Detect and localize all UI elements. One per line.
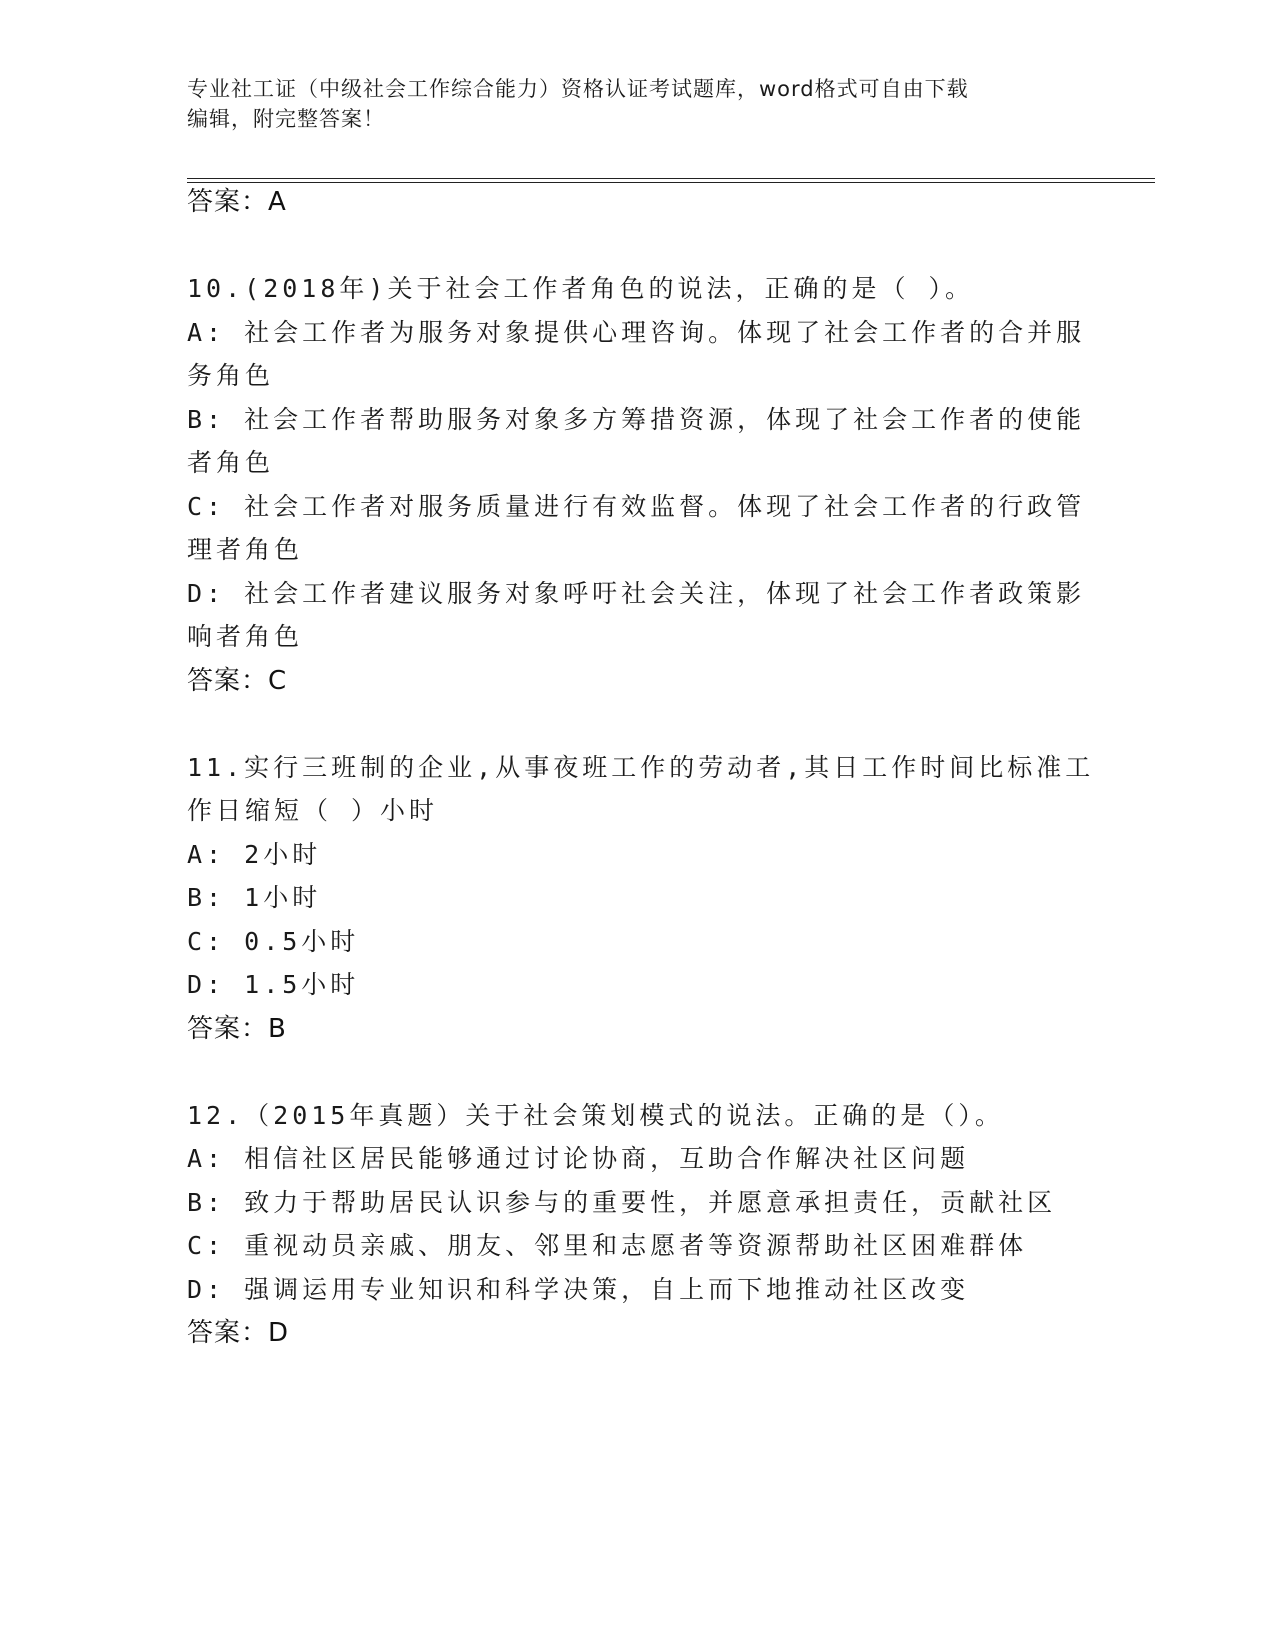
header-line-1: 专业社工证（中级社会工作综合能力）资格认证考试题库，word格式可自由下载 [187, 77, 969, 101]
page-header [187, 74, 1087, 134]
option-b: B: 致力于帮助居民认识参与的重要性，并愿意承担责任，贡献社区 [187, 1188, 1057, 1217]
option-d: D: 社会工作者建议服务对象呼吁社会关注，体现了社会工作者政策影 [187, 579, 1086, 608]
option-b: B: 社会工作者帮助服务对象多方筹措资源，体现了社会工作者的使能 [187, 405, 1086, 434]
option-d: D: 1.5小时 [187, 970, 360, 999]
question-stem: 12.（2015年真题）关于社会策划模式的说法。正确的是（）。 [187, 1101, 1004, 1130]
option-c: C: 重视动员亲戚、朋友、邻里和志愿者等资源帮助社区困难群体 [187, 1231, 1028, 1260]
question-stem-cont: 作日缩短（ ）小时 [187, 796, 439, 825]
option-a-cont: 务角色 [187, 361, 275, 390]
option-a: A: 2小时 [187, 840, 322, 869]
option-a: A: 社会工作者为服务对象提供心理咨询。体现了社会工作者的合并服 [187, 318, 1086, 347]
option-b: B: 1小时 [187, 883, 322, 912]
option-d: D: 强调运用专业知识和科学决策，自上而下地推动社区改变 [187, 1275, 970, 1304]
answer: 答案：B [187, 1014, 287, 1044]
option-c: C: 0.5小时 [187, 927, 360, 956]
question-stem: 10.(2018年)关于社会工作者角色的说法，正确的是（ ）。 [187, 274, 975, 303]
option-b-cont: 者角色 [187, 448, 275, 477]
answer: 答案：C [187, 666, 288, 696]
header-line-2: 编辑，附完整答案！ [187, 107, 385, 131]
option-a: A: 相信社区居民能够通过讨论协商，互助合作解决社区问题 [187, 1144, 970, 1173]
option-c: C: 社会工作者对服务质量进行有效监督。体现了社会工作者的行政管 [187, 492, 1086, 521]
answer: 答案：D [187, 1318, 290, 1348]
header-divider [187, 178, 1155, 183]
question-stem: 11.实行三班制的企业,从事夜班工作的劳动者,其日工作时间比标准工 [187, 753, 1095, 782]
option-c-cont: 理者角色 [187, 535, 304, 564]
option-d-cont: 响者角色 [187, 622, 304, 651]
previous-answer: 答案：A [187, 187, 287, 217]
